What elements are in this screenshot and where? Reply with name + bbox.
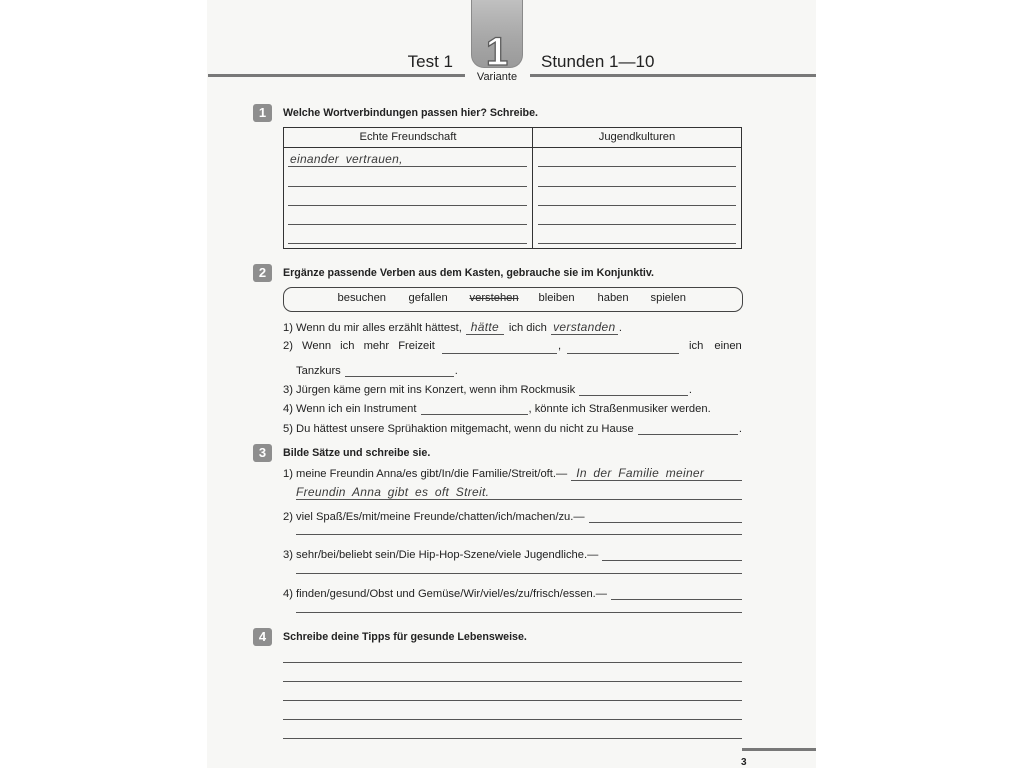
handwritten-answer-blank: Freundin Anna gibt es oft Streit. xyxy=(296,485,742,500)
test-title: Test 1 xyxy=(407,52,453,71)
answer-line xyxy=(538,152,736,167)
sentence-prompt-1 xyxy=(283,466,742,480)
answer-blank xyxy=(567,339,679,354)
prompt-text: 3) sehr/bei/beliebt sein/Die Hip-Hop-Szene/viele Jugendliche.— xyxy=(283,549,599,561)
answer-line xyxy=(296,534,742,535)
answer-blank xyxy=(345,362,454,377)
box-word: bleiben xyxy=(538,292,575,304)
prompt-text: 4) finden/gesund/Obst und Gemüse/Wir/viel/es/zu/frisch/essen.— xyxy=(283,588,607,600)
sentence-text: , xyxy=(558,340,562,352)
sentence-text: 4) Wenn ich ein Instrument xyxy=(283,403,417,415)
answer-line xyxy=(283,681,742,682)
sentence-text: . xyxy=(738,423,742,435)
sentence-2 xyxy=(283,339,742,353)
sentence-5 xyxy=(283,417,742,435)
answer-line xyxy=(538,210,736,225)
sentence-text: , könnte ich Straßenmusiker werden. xyxy=(528,403,711,415)
task-instruction: Ergänze passende Verben aus dem Kasten, gebrauche sie im Konjunktiv. xyxy=(283,267,655,279)
prompt-text: 1) meine Freundin Anna/es gibt/In/die Familie/Streit/oft.— xyxy=(283,468,568,480)
handwritten-answer: einander vertrauen, xyxy=(290,152,403,166)
answer-blank xyxy=(611,585,742,600)
answer-line xyxy=(288,191,527,206)
prompt-text: 2) viel Spaß/Es/mit/meine Freunde/chatten/ich/machen/zu.— xyxy=(283,511,585,523)
answer-blank xyxy=(602,546,742,561)
sentence-text: 1) Wenn du mir alles erzählt hättest, xyxy=(283,322,462,334)
footer-rule xyxy=(742,748,816,751)
sentence-1 xyxy=(283,320,622,334)
answer-line xyxy=(283,700,742,701)
answer-line xyxy=(288,210,527,225)
header-rule-right xyxy=(530,74,816,77)
answer-line xyxy=(283,662,742,663)
task-instruction: Bilde Sätze und schreibe sie. xyxy=(283,447,431,459)
answer-blank xyxy=(442,339,557,354)
answer-line xyxy=(538,229,736,244)
sentence-text: ich dich xyxy=(508,322,547,334)
answer-blank xyxy=(421,400,528,415)
handwritten-answer-blank: verstanden xyxy=(551,320,618,335)
column-header-friendship: Echte Freundschaft xyxy=(359,131,457,143)
sentence-text: . xyxy=(688,384,692,396)
sentence-4 xyxy=(283,397,711,415)
answer-line xyxy=(538,191,736,206)
answer-line xyxy=(288,172,527,187)
box-word: besuchen xyxy=(337,292,387,304)
handwritten-answer-blank: hätte xyxy=(466,320,504,335)
sentence-text: . xyxy=(618,322,622,334)
box-word: spielen xyxy=(650,292,686,304)
box-word: gefallen xyxy=(408,292,448,304)
header-rule-left xyxy=(208,74,465,77)
table-column-divider xyxy=(532,128,533,248)
task-instruction: Schreibe deine Tipps für gesunde Lebensweise. xyxy=(283,631,527,643)
sentence-text: 2) Wenn ich mehr Freizeit xyxy=(283,340,435,352)
sentence-prompt-3 xyxy=(283,543,742,561)
verb-word-box xyxy=(283,287,743,312)
variant-number: 1 xyxy=(485,30,509,74)
sentence-text: Tanzkurs xyxy=(296,365,341,377)
sentence-text: . xyxy=(454,365,458,377)
variant-tab xyxy=(471,0,523,74)
answer-line xyxy=(283,738,742,739)
answer-line xyxy=(288,229,527,244)
task-number-badge: 1 xyxy=(253,104,272,122)
sentence-2-continued xyxy=(296,359,458,377)
sentence-text: 3) Jürgen käme gern mit ins Konzert, wenn ihm Rockmusik xyxy=(283,384,576,396)
handwritten-answer-blank: In der Familie meiner xyxy=(571,466,742,481)
sentence-prompt-4 xyxy=(283,582,742,600)
task-instruction: Welche Wortverbindungen passen hier? Schreibe. xyxy=(283,107,538,119)
column-header-youth-cultures: Jugendkulturen xyxy=(598,131,676,143)
task-number-badge: 2 xyxy=(253,264,272,282)
sentence-prompt-2 xyxy=(283,505,742,523)
sentence-text: ich einen xyxy=(689,340,742,352)
box-word: haben xyxy=(597,292,629,304)
answer-line xyxy=(288,152,527,167)
sentence-3 xyxy=(283,378,692,396)
page-number: 3 xyxy=(741,757,747,768)
answer-line xyxy=(296,612,742,613)
word-combination-table xyxy=(283,127,742,249)
answer-line-continued xyxy=(296,485,742,499)
answer-blank xyxy=(589,508,742,523)
answer-line xyxy=(296,573,742,574)
lessons-range: Stunden 1—10 xyxy=(541,52,655,71)
box-word-crossed-out: verstehen xyxy=(469,292,519,304)
sentence-text: 5) Du hättest unsere Sprühaktion mitgemacht, wenn du nicht zu Hause xyxy=(283,423,634,435)
table-header-divider xyxy=(284,147,741,148)
answer-line xyxy=(538,172,736,187)
variant-label: Variante xyxy=(476,71,518,83)
answer-blank xyxy=(579,381,688,396)
task-number-badge: 4 xyxy=(253,628,272,646)
answer-blank xyxy=(638,420,738,435)
task-number-badge: 3 xyxy=(253,444,272,462)
answer-line xyxy=(283,719,742,720)
